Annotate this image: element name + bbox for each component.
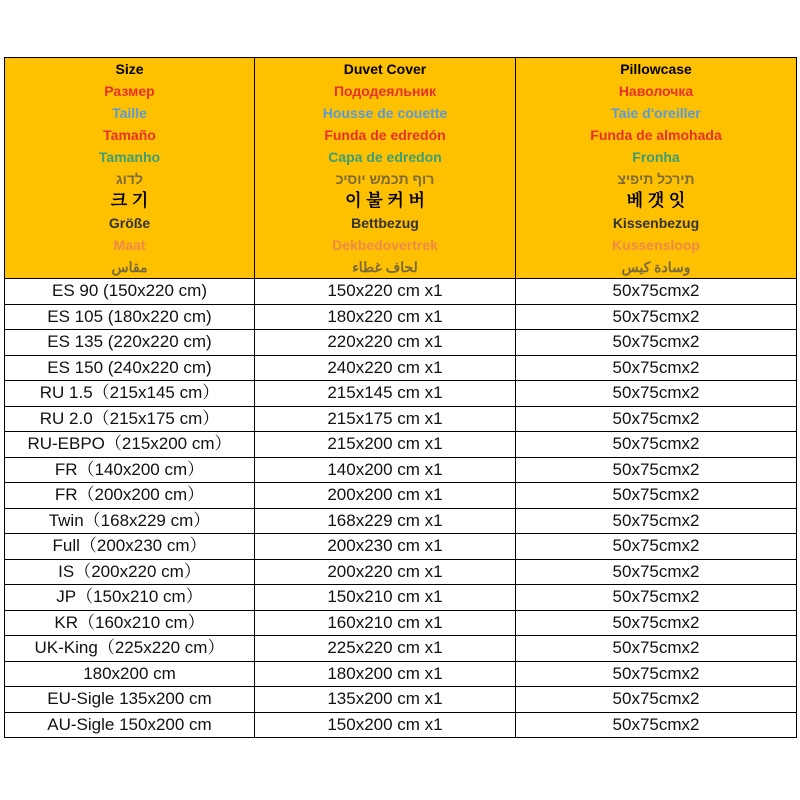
duvet-cover-cell: 215x175 cm x1 xyxy=(255,406,516,432)
duvet-cover-cell: 168x229 cm x1 xyxy=(255,508,516,534)
header-cell-duvet-cover xyxy=(255,58,516,279)
table-row xyxy=(5,355,797,381)
table-row xyxy=(5,712,797,738)
duvet-cover-cell: 215x200 cm x1 xyxy=(255,432,516,458)
header-label: وسادة كيس xyxy=(621,259,691,275)
pillowcase-cell: 50x75cmx2 xyxy=(516,406,797,432)
header-label: Пододеяльник xyxy=(333,83,437,99)
header-label: Maat xyxy=(113,237,146,253)
header-label: 이 불 커 버 xyxy=(345,191,425,210)
pillowcase-cell: 50x75cmx2 xyxy=(516,330,797,356)
pillowcase-cell: 50x75cmx2 xyxy=(516,636,797,662)
size-cell: AU-Sigle 150x200 cm xyxy=(5,712,255,738)
header-label: Размер xyxy=(104,83,155,99)
size-cell: KR（160x210 cm） xyxy=(5,610,255,636)
table-row xyxy=(5,687,797,713)
pillowcase-cell: 50x75cmx2 xyxy=(516,534,797,560)
size-cell: 180x200 cm xyxy=(5,661,255,687)
duvet-cover-cell: 200x230 cm x1 xyxy=(255,534,516,560)
pillowcase-cell: 50x75cmx2 xyxy=(516,508,797,534)
duvet-cover-cell: 200x200 cm x1 xyxy=(255,483,516,509)
table-row xyxy=(5,304,797,330)
table-row xyxy=(5,279,797,305)
pillowcase-cell: 50x75cmx2 xyxy=(516,610,797,636)
duvet-cover-cell: 225x220 cm x1 xyxy=(255,636,516,662)
pillowcase-cell: 50x75cmx2 xyxy=(516,483,797,509)
table-row xyxy=(5,330,797,356)
size-cell: RU 2.0（215x175 cm） xyxy=(5,406,255,432)
size-cell: UK-King（225x220 cm） xyxy=(5,636,255,662)
header-label: Pillowcase xyxy=(620,61,692,77)
size-cell: JP（150x210 cm） xyxy=(5,585,255,611)
table-row xyxy=(5,636,797,662)
header-cell-pillowcase xyxy=(516,58,797,279)
duvet-cover-cell: 150x200 cm x1 xyxy=(255,712,516,738)
table-row xyxy=(5,585,797,611)
pillowcase-cell: 50x75cmx2 xyxy=(516,712,797,738)
pillowcase-cell: 50x75cmx2 xyxy=(516,457,797,483)
header-label: Size xyxy=(115,61,144,77)
header-label: לדוג xyxy=(115,171,144,187)
header-label: רוף תכמש יוסיכ xyxy=(335,171,435,187)
header-label: Funda de edredón xyxy=(324,127,446,143)
pillowcase-cell: 50x75cmx2 xyxy=(516,432,797,458)
size-cell: ES 135 (220x220 cm) xyxy=(5,330,255,356)
header-cell-size xyxy=(5,58,255,279)
header-row xyxy=(5,58,797,279)
table-row xyxy=(5,610,797,636)
table-row xyxy=(5,406,797,432)
header-label: Kussensloop xyxy=(612,237,700,253)
size-cell: ES 150 (240x220 cm) xyxy=(5,355,255,381)
size-cell: EU-Sigle 135x200 cm xyxy=(5,687,255,713)
table-row xyxy=(5,534,797,560)
table-row xyxy=(5,661,797,687)
header-label: Taille xyxy=(112,105,147,121)
table-body xyxy=(5,58,797,738)
size-cell: FR（140x200 cm） xyxy=(5,457,255,483)
size-cell: RU-EBPO（215x200 cm） xyxy=(5,432,255,458)
header-label: مقاس xyxy=(111,259,148,275)
table-row xyxy=(5,508,797,534)
header-label: Kissenbezug xyxy=(612,215,700,231)
duvet-cover-cell: 220x220 cm x1 xyxy=(255,330,516,356)
header-label: Housse de couette xyxy=(322,105,448,121)
duvet-cover-cell: 215x145 cm x1 xyxy=(255,381,516,407)
size-cell: FR（200x200 cm） xyxy=(5,483,255,509)
header-label: Capa de edredon xyxy=(328,149,442,165)
header-label: 크 기 xyxy=(110,191,149,210)
header-label: Taie d'oreiller xyxy=(611,105,701,121)
size-cell: Full（200x230 cm） xyxy=(5,534,255,560)
header-label: Dekbedovertrek xyxy=(332,237,438,253)
pillowcase-cell: 50x75cmx2 xyxy=(516,687,797,713)
duvet-cover-cell: 140x200 cm x1 xyxy=(255,457,516,483)
header-label: תירכל תיפיצ xyxy=(617,171,695,187)
duvet-cover-cell: 150x210 cm x1 xyxy=(255,585,516,611)
size-cell: ES 90 (150x220 cm) xyxy=(5,279,255,305)
header-label: Наволочка xyxy=(618,83,694,99)
table-row xyxy=(5,483,797,509)
duvet-cover-cell: 160x210 cm x1 xyxy=(255,610,516,636)
header-label: 베 갯 잇 xyxy=(626,191,686,210)
duvet-cover-cell: 180x220 cm x1 xyxy=(255,304,516,330)
header-label: Bettbezug xyxy=(351,215,419,231)
header-label: Fronha xyxy=(632,149,680,165)
header-label: Duvet Cover xyxy=(343,61,427,77)
duvet-cover-cell: 180x200 cm x1 xyxy=(255,661,516,687)
duvet-cover-cell: 240x220 cm x1 xyxy=(255,355,516,381)
size-chart-table xyxy=(4,57,797,738)
size-cell: IS（200x220 cm） xyxy=(5,559,255,585)
header-label: Funda de almohada xyxy=(590,127,722,143)
pillowcase-cell: 50x75cmx2 xyxy=(516,559,797,585)
pillowcase-cell: 50x75cmx2 xyxy=(516,355,797,381)
header-label: Größe xyxy=(108,215,151,231)
pillowcase-cell: 50x75cmx2 xyxy=(516,585,797,611)
pillowcase-cell: 50x75cmx2 xyxy=(516,304,797,330)
table-row xyxy=(5,381,797,407)
size-cell: RU 1.5（215x145 cm） xyxy=(5,381,255,407)
table-row xyxy=(5,457,797,483)
duvet-cover-cell: 150x220 cm x1 xyxy=(255,279,516,305)
table-row xyxy=(5,559,797,585)
size-cell: ES 105 (180x220 cm) xyxy=(5,304,255,330)
header-label: Tamanho xyxy=(98,149,161,165)
pillowcase-cell: 50x75cmx2 xyxy=(516,279,797,305)
duvet-cover-cell: 200x220 cm x1 xyxy=(255,559,516,585)
duvet-cover-cell: 135x200 cm x1 xyxy=(255,687,516,713)
table-row xyxy=(5,432,797,458)
size-cell: Twin（168x229 cm） xyxy=(5,508,255,534)
header-label: لحاف غطاء xyxy=(352,259,418,275)
header-label: Tamaño xyxy=(103,127,156,143)
pillowcase-cell: 50x75cmx2 xyxy=(516,661,797,687)
pillowcase-cell: 50x75cmx2 xyxy=(516,381,797,407)
